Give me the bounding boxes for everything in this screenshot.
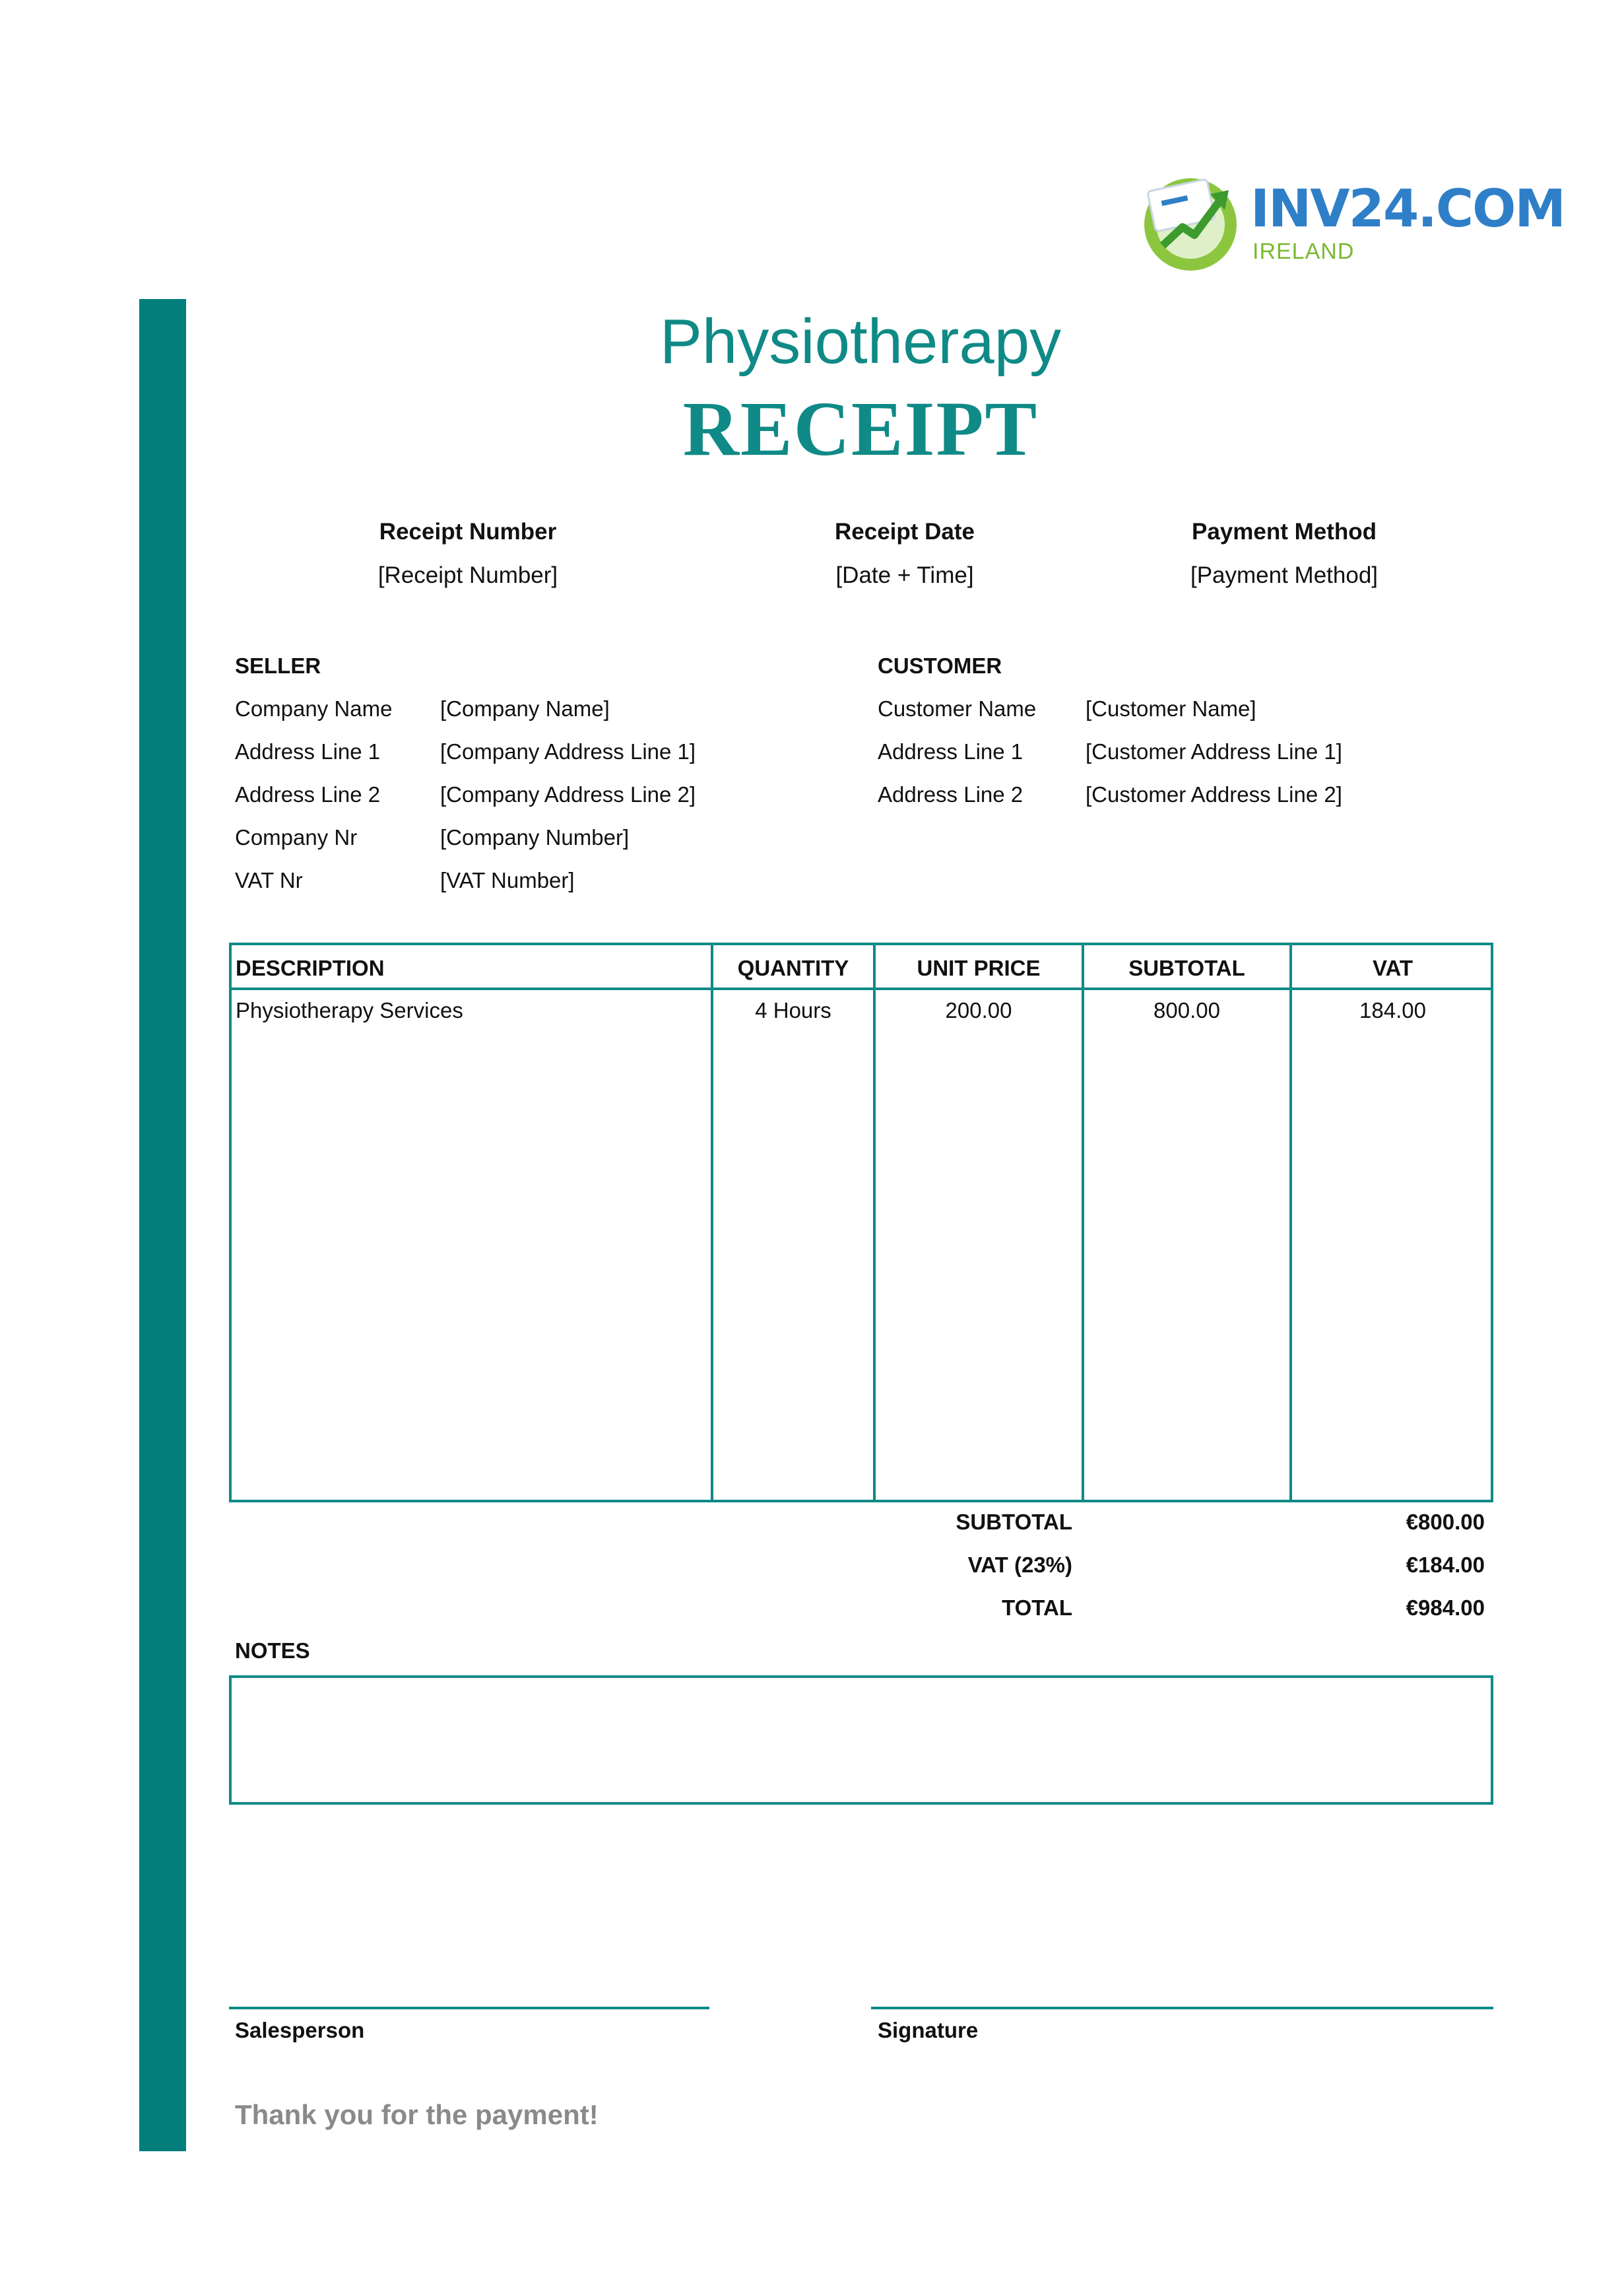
total-value: €984.00 [1406,1595,1485,1620]
receipt-subject: Physiotherapy [659,306,1062,377]
item-vat: 184.00 [1359,998,1426,1022]
item-unit-price: 200.00 [945,998,1012,1022]
receipt-date-label: Receipt Date [834,519,975,545]
customer-label: Address Line 2 [878,782,1023,807]
customer-value: [Customer Address Line 1] [1086,739,1342,764]
seller-heading: SELLER [235,653,321,678]
table-header-quantity: QUANTITY [737,956,849,980]
item-quantity: 4 Hours [755,998,831,1022]
seller-value: [Company Number] [440,825,630,850]
column-divider [1289,945,1292,1500]
vat-value: €184.00 [1406,1553,1485,1577]
item-description: Physiotherapy Services [236,998,463,1022]
signature-label: Signature [878,2018,979,2042]
thank-you-message: Thank you for the payment! [235,2099,599,2130]
receipt-title: RECEIPT [682,385,1039,472]
seller-value: [Company Name] [440,696,610,721]
logo-icon [1136,166,1249,275]
table-header-description: DESCRIPTION [236,956,385,980]
column-divider [711,945,713,1500]
receipt-date-value: [Date + Time] [835,562,974,588]
items-table [229,943,1493,1502]
seller-label: Address Line 2 [235,782,381,807]
column-divider [873,945,876,1500]
logo-text: INV24.COM [1250,180,1565,239]
seller-label: Company Nr [235,825,358,850]
side-accent-bar [139,299,186,2151]
receipt-number-value: [Receipt Number] [377,562,558,588]
seller-label: Address Line 1 [235,739,381,764]
table-header-subtotal: SUBTOTAL [1128,956,1245,980]
table-header-unit-price: UNIT PRICE [917,956,1041,980]
payment-method-block [1086,519,1482,589]
vat-label: VAT (23%) [967,1553,1072,1577]
salesperson-label: Salesperson [235,2018,365,2042]
seller-value: [Company Address Line 2] [440,782,696,807]
payment-method-value: [Payment Method] [1190,562,1379,588]
notes-box [229,1675,1493,1805]
notes-heading: NOTES [235,1638,310,1663]
receipt-date-block [707,519,1103,589]
seller-value: [Company Address Line 1] [440,739,696,764]
payment-method-label: Payment Method [1191,519,1377,545]
table-header-divider [232,987,1491,990]
column-divider [1082,945,1084,1500]
table-header-vat: VAT [1372,956,1413,980]
customer-label: Customer Name [878,696,1037,721]
subtotal-value: €800.00 [1406,1510,1485,1534]
logo-subtext: IRELAND [1252,239,1355,264]
customer-label: Address Line 1 [878,739,1023,764]
receipt-number-block [270,519,666,589]
subtotal-label: SUBTOTAL [956,1510,1072,1534]
item-subtotal: 800.00 [1153,998,1220,1022]
customer-value: [Customer Name] [1086,696,1256,721]
receipt-number-label: Receipt Number [379,519,557,545]
seller-label: VAT Nr [235,868,303,892]
seller-label: Company Name [235,696,393,721]
total-label: TOTAL [1002,1595,1072,1620]
customer-heading: CUSTOMER [878,653,1002,678]
customer-value: [Customer Address Line 2] [1086,782,1342,807]
seller-value: [VAT Number] [440,868,575,892]
salesperson-line [229,2007,709,2009]
signature-line [871,2007,1493,2009]
